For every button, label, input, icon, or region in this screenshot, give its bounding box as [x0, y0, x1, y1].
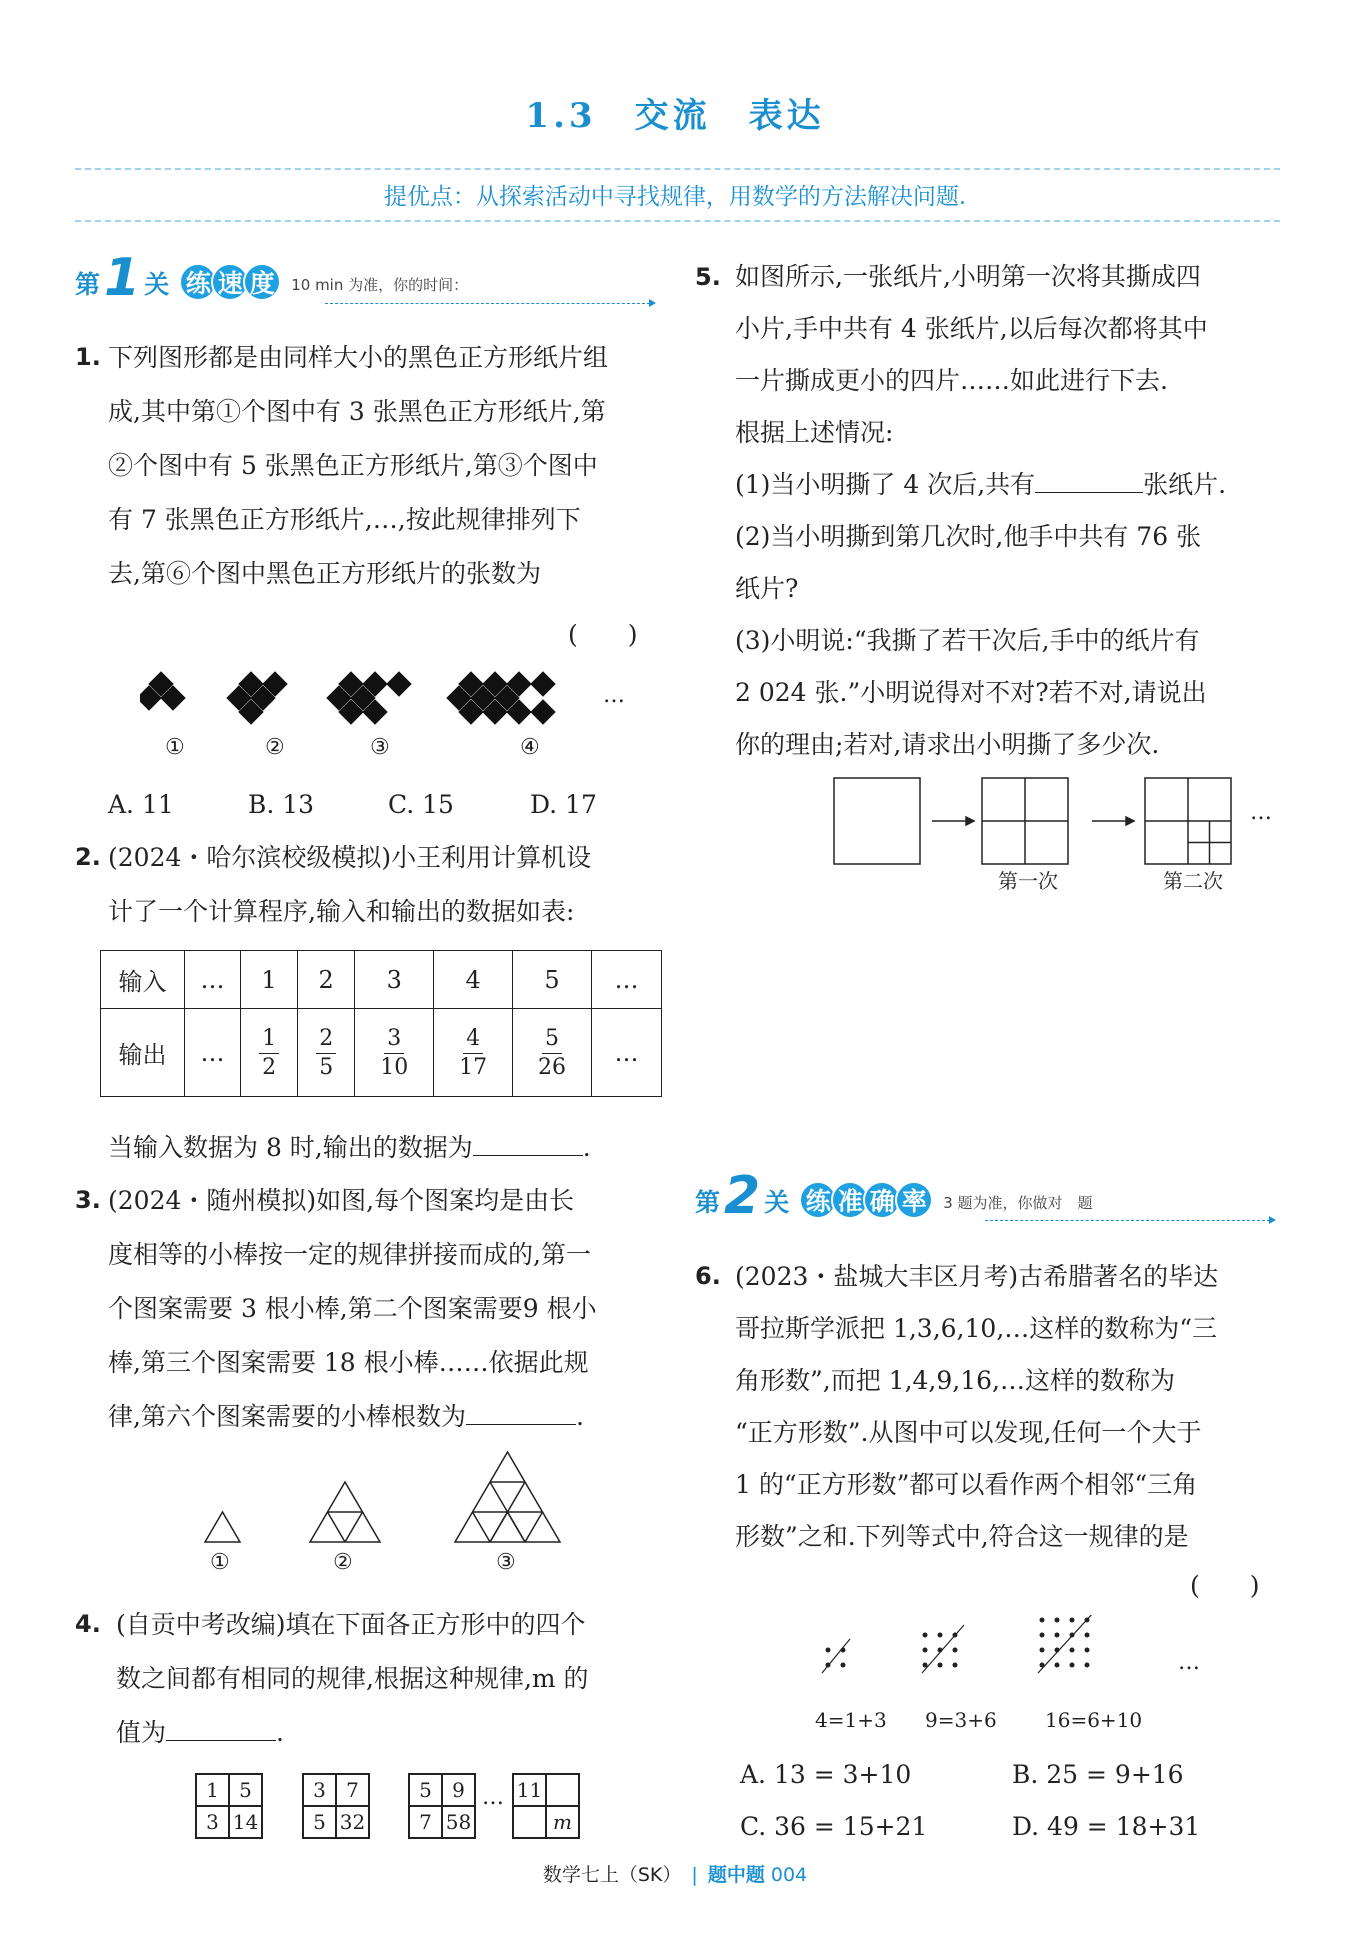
- q5-number: 5.: [695, 263, 721, 291]
- q6-option-a: A. 13 = 3+10: [740, 1760, 912, 1789]
- q6-figure-16: [1038, 1615, 1094, 1673]
- q2-io-table: 输入 … 1 2 3 4 5 … 输出 … $\frac{1}{2}$ $\frac{2}{5}$ $\frac{3}{10}$ $\frac{4}{17}$ $\frac{5}{26}$ …: [100, 950, 662, 1097]
- page-title: 1.3 交流 表达: [525, 96, 825, 136]
- q1-ellipsis: …: [603, 683, 625, 708]
- q2-text: (2024・哈尔滨校级模拟)小王利用计算机设 计了一个计算程序,输入和输出的数据如表:: [108, 843, 592, 926]
- q1-figure-1: [140, 671, 186, 710]
- q3-answer-blank[interactable]: [466, 1401, 576, 1425]
- q5-answer-blank[interactable]: [1035, 469, 1143, 493]
- q6-fig-label-2: 9=3+6: [925, 1708, 997, 1732]
- q1-fig-label-2: ②: [265, 735, 285, 760]
- q1-option-b: B. 13: [248, 790, 315, 819]
- q6-option-b: B. 25 = 9+16: [1012, 1760, 1184, 1789]
- q4-square-4: 11 m: [512, 1773, 580, 1839]
- q2-question: 当输入数据为 8 时,输出的数据为 .: [108, 1133, 591, 1162]
- q3-triangle-figures: [190, 1450, 590, 1555]
- tip-text: 提优点：从探索活动中寻找规律，用数学的方法解决问题.: [383, 184, 967, 210]
- q1-option-d: D. 17: [530, 790, 597, 819]
- q6-fig-label-3: 16=6+10: [1045, 1708, 1143, 1732]
- divider-bottom: [75, 220, 1280, 222]
- q3-fig-label-2: ②: [333, 1550, 353, 1575]
- q4-answer-blank[interactable]: [166, 1717, 276, 1741]
- q2-number: 2.: [75, 843, 101, 871]
- section-2-arrow: [985, 1220, 1270, 1221]
- section-1-header: 第 1 关 练 速 度 10 min 为准，你的时间：: [75, 248, 469, 308]
- q6-text: (2023・盐城大丰区月考)古希腊著名的毕达 哥拉斯学派把 1,3,6,10,…这样的数称为“三 角形数”,而把 1,4,9,16,…这样的数称为 “正方形数”.从图中可以发现,任何一个大于 1 的“正方形数”都可以看作两个相邻“三角 形数”之和.下列等式中,符合这一规律的是: [735, 1262, 1219, 1551]
- divider-top: [75, 168, 1280, 170]
- section-1-note: 10 min 为准，你的时间：: [291, 276, 469, 294]
- q5-second-tear: [1145, 778, 1231, 864]
- q1-number: 1.: [75, 343, 101, 371]
- q3-text: (2024・随州模拟)如图,每个图案均是由长 度相等的小棒按一定的规律拼接而成的,第一 个图案需要 3 根小棒,第二个图案需要9 根小 棒,第三个图案需要 18 根小棒……依据此规 律,第六个图案需要的小棒根数为 .: [108, 1186, 597, 1431]
- section-2-header: 第 2 关 练 准 确 率 3 题为准，你做对 题: [695, 1166, 1093, 1226]
- q6-number: 6.: [695, 1262, 721, 1290]
- q5-text: 如图所示,一张纸片,小明第一次将其撕成四 小片,手中共有 4 张纸片,以后每次都将其中 一片撕成更小的四片……如此进行下去. 根据上述情况: (1)当小明撕了 4 次后,共有 张纸片. (2)当小明撕到第几次时,他手中共有 76 张 纸片? (3)小明说:“我撕了若干次后,手中的纸片有 2 024 张.”小明说得对不对?若不对,请说出 你的理由;若对,请求出小明撕了多少次.: [735, 262, 1227, 759]
- q3-fig-label-1: ①: [210, 1550, 230, 1575]
- q5-ellipsis: …: [1250, 800, 1272, 825]
- section-1-arrow: [325, 303, 650, 304]
- q1-figure-2: [226, 671, 287, 724]
- section-2-badge: 练 准 确 率: [799, 1181, 927, 1219]
- q1-answer-paren: ( ): [568, 620, 638, 649]
- q1-figure-3: [326, 671, 411, 724]
- q6-dot-figures: [810, 1615, 1140, 1705]
- q3-number: 3.: [75, 1186, 101, 1214]
- section-1-badge: 练 速 度: [179, 263, 275, 301]
- table-head-output: 输出: [101, 1009, 185, 1097]
- q5-paper-tearing-figure: [832, 776, 1292, 876]
- q4-square-2: 3 7 5 32: [302, 1773, 370, 1839]
- q6-ellipsis: …: [1178, 1650, 1200, 1675]
- q1-fig-label-3: ③: [370, 735, 390, 760]
- q6-fig-label-1: 4=1+3: [815, 1708, 887, 1732]
- q3-figure-1: [205, 1512, 240, 1542]
- q1-option-c: C. 15: [388, 790, 454, 819]
- q6-answer-paren: ( ): [1190, 1571, 1260, 1600]
- q5-fig-label-1: 第一次: [998, 869, 1058, 893]
- q3-fig-label-3: ③: [496, 1550, 516, 1575]
- q1-figures: [140, 665, 630, 780]
- q6-figure-9: [922, 1625, 964, 1673]
- page-number: 004: [770, 1864, 808, 1886]
- q4-text: (自贡中考改编)填在下面各正方形中的四个 数之间都有相同的规律,根据这种规律,m 的 值为 .: [116, 1610, 589, 1747]
- q4-number: 4.: [75, 1610, 101, 1638]
- q3-figure-3: [455, 1452, 560, 1542]
- q1-option-a: A. 11: [108, 790, 174, 819]
- q2-answer-blank[interactable]: [473, 1132, 583, 1156]
- q1-fig-label-4: ④: [520, 735, 540, 760]
- section-2-note: 3 题为准，你做对 题: [943, 1194, 1093, 1212]
- q5-fig-label-2: 第二次: [1163, 869, 1223, 893]
- q6-option-c: C. 36 = 15+21: [740, 1812, 928, 1841]
- q1-text: 下列图形都是由同样大小的黑色正方形纸片组 成,其中第①个图中有 3 张黑色正方形纸片,第 ②个图中有 5 张黑色正方形纸片,第③个图中 有 7 张黑色正方形纸片,…,按此规律排列下 去,第⑥个图中黑色正方形纸片的张数为: [108, 343, 609, 588]
- q6-figure-4: [822, 1639, 850, 1673]
- q1-figure-4: [446, 671, 555, 724]
- q5-whole-paper: [834, 778, 920, 864]
- page-footer: 数学七上（SK） | 题中题 004: [542, 1864, 808, 1886]
- footer-brand: 题中题: [707, 1864, 765, 1886]
- q5-first-tear: [982, 778, 1068, 864]
- table-head-input: 输入: [101, 951, 185, 1009]
- q4-square-1: 1 5 3 14: [195, 1773, 263, 1839]
- q6-option-d: D. 49 = 18+31: [1012, 1812, 1201, 1841]
- q1-fig-label-1: ①: [165, 735, 185, 760]
- q4-ellipsis: …: [482, 1785, 504, 1810]
- q3-figure-2: [310, 1482, 380, 1542]
- q4-square-3: 5 9 7 58: [408, 1773, 476, 1839]
